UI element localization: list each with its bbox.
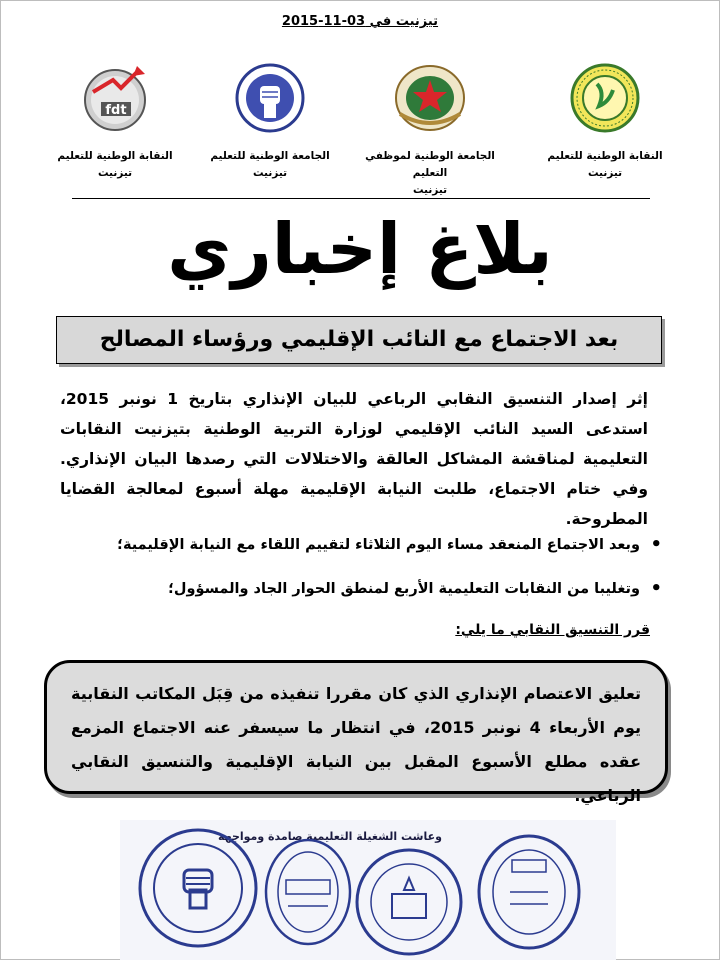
logo-caption-4a: النقابة الوطنية للتعليم — [547, 150, 663, 162]
regional-office-stamp-icon — [262, 836, 354, 948]
main-title: بلاغ إخباري — [167, 208, 553, 290]
logo-caption-3a: الجامعة الوطنية لموظفي التعليم — [365, 150, 495, 179]
logo-caption-4b: تيزنيت — [587, 167, 623, 179]
logo-fdt — [40, 62, 190, 182]
logo-caption-3b: تيزنيت — [412, 184, 448, 196]
star-emblem-icon — [392, 62, 468, 134]
bullet-list — [60, 534, 664, 622]
bullet-item: • وتغليبا من النقابات التعليمية الأربع لمنطق الحوار الجاد والمسؤول؛ — [60, 578, 640, 600]
header-separator — [72, 198, 650, 199]
decision-label: قرر التنسيق النقابي ما يلي: — [455, 622, 650, 638]
fist-emblem-icon — [234, 62, 306, 134]
logo-green-yellow — [530, 62, 680, 182]
emblem-stamp-icon — [352, 846, 466, 958]
logos-row — [40, 62, 680, 196]
date-line: تيزنيت في 03-11-2015 — [281, 14, 439, 29]
fdt-logo-icon — [79, 62, 151, 134]
fist-stamp-icon — [136, 826, 260, 950]
logo-star — [355, 62, 505, 199]
logo-caption-1b: تيزنيت — [97, 167, 133, 179]
body-paragraph: إثر إصدار التنسيق النقابي الرباعي للبيان الإنذاري بتاريخ 1 نونبر 2015، استدعى السيد النائب الإقليمي لوزارة التربية الوطنية بتيزنيت النقابات التعليمية لمناقشة المشاكل العالقة والاختلالات التي رصدها البيان الإنذاري. وفي ختام الاجتماع، طلبت النيابة الإقليمية مهلة أسبوع لمعالجة القضايا المطروحة. — [60, 390, 648, 528]
logo-fist — [195, 62, 345, 182]
secretary-stamp-icon — [474, 832, 584, 952]
subtitle-text: بعد الاجتماع مع النائب الإقليمي ورؤساء المصالح — [99, 327, 619, 352]
bullet-item: • وبعد الاجتماع المنعقد مساء اليوم الثلاثاء لتقييم اللقاء مع النيابة الإقليمية؛ — [60, 534, 640, 556]
subtitle-box — [56, 316, 662, 364]
logo-caption-2b: تيزنيت — [252, 167, 288, 179]
closing-text: وعاشت الشغيلة التعليمية صامدة ومواجهة — [218, 830, 442, 843]
fdt-logo-text: fdt — [105, 103, 127, 118]
logo-caption-2a: الجامعة الوطنية للتعليم — [210, 150, 330, 162]
decision-text: تعليق الاعتصام الإنذاري الذي كان مقررا تنفيذه من قِبَل المكاتب النقابية يوم الأربعاء 4 نونبر 2015، في انتظار ما سيسفر عنه الاجتماع المزمع عقده مطلع الأسبوع المقبل بين النيابة الإقليمية والتنسيق النقابي الرباعي. — [71, 684, 641, 805]
green-yellow-emblem-icon — [569, 62, 641, 134]
logo-caption-1a: النقابة الوطنية للتعليم — [57, 150, 173, 162]
decision-box — [44, 660, 668, 805]
